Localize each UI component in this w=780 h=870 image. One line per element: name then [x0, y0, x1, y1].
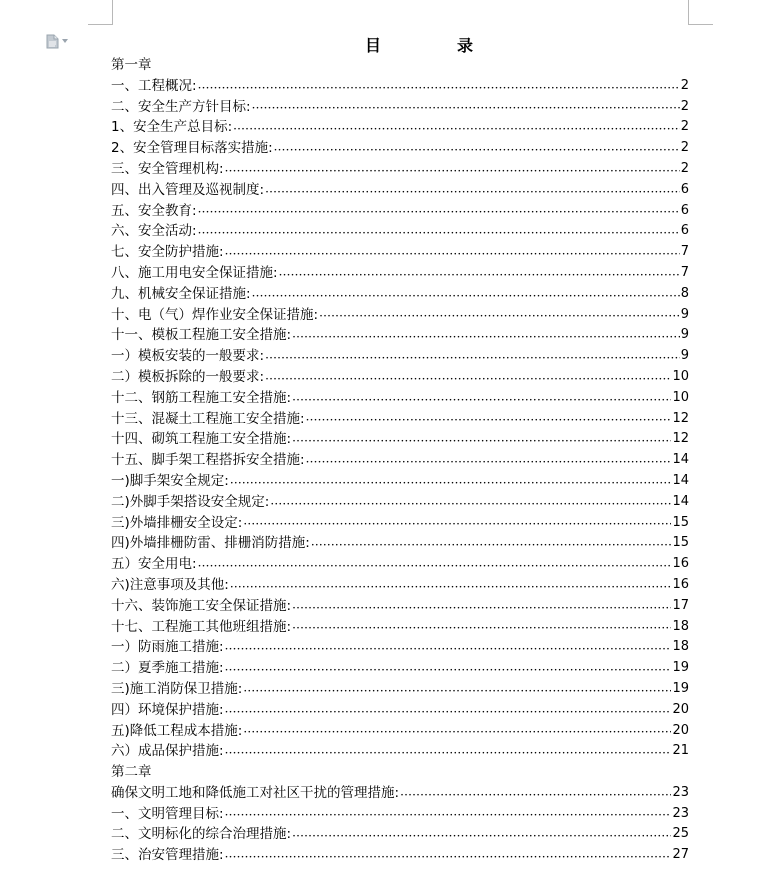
toc-entry[interactable] [111, 700, 689, 721]
toc-page-number: 16 [672, 576, 689, 592]
toc-entry-label: 三)施工消防保卫措施: [111, 680, 243, 697]
toc-entry[interactable] [111, 117, 689, 138]
toc-entry-label: 第二章 [111, 764, 152, 781]
toc-dot-leader [243, 513, 671, 534]
toc-dot-leader [243, 679, 671, 700]
toc-entry-label: 第一章 [111, 57, 152, 73]
toc-entry-label: 六、安全活动: [111, 223, 197, 240]
toc-entry[interactable] [111, 159, 689, 180]
toc-page-number: 2 [680, 98, 689, 114]
toc-entry-label: 一、工程概况: [111, 77, 197, 94]
toc-page-number: 2 [680, 160, 689, 176]
toc-entry[interactable] [111, 471, 689, 492]
toc-page-number: 6 [680, 202, 689, 218]
toc-page-number: 12 [672, 431, 689, 447]
toc-entry[interactable] [111, 679, 689, 700]
toc-entry-label: 一)脚手架安全规定: [111, 472, 229, 489]
toc-entry[interactable] [111, 346, 689, 367]
toc-page-number: 9 [680, 327, 689, 343]
toc-page-number: 27 [672, 847, 689, 863]
toc-entry[interactable] [111, 97, 689, 118]
toc-entry-label: 十五、脚手架工程搭拆安全措施: [111, 452, 305, 469]
toc-entry[interactable] [111, 513, 689, 534]
toc-entry-label: 2、安全管理目标落实措施: [111, 140, 273, 157]
toc-page-number: 7 [680, 264, 689, 280]
toc-entry-label: 三)外墙排栅安全设定: [111, 514, 243, 531]
toc-dot-leader [230, 471, 672, 492]
toc-entry-label: 七、安全防护措施: [111, 244, 224, 261]
toc-dot-leader [243, 721, 671, 742]
toc-entry[interactable] [111, 367, 689, 388]
toc-dot-leader [292, 388, 671, 409]
toc-page-number: 2 [680, 77, 689, 93]
toc-dot-leader [274, 138, 680, 159]
toc-chapter-heading [111, 762, 689, 783]
toc-entry[interactable] [111, 596, 689, 617]
toc-page-number: 20 [672, 701, 689, 717]
toc-dot-leader [252, 97, 680, 118]
toc-page-number: 23 [672, 784, 689, 800]
toc-dot-leader [265, 180, 680, 201]
toc-entry[interactable] [111, 824, 689, 845]
toc-dot-leader [198, 76, 680, 97]
toc-entry[interactable] [111, 575, 689, 596]
toc-page-number: 18 [672, 618, 689, 634]
toc-entry[interactable] [111, 76, 689, 97]
toc-entry-label: 三、安全管理机构: [111, 160, 224, 177]
toc-page-number: 6 [680, 223, 689, 239]
page-title: 目 录 [364, 36, 503, 55]
toc-entry-label: 二)外脚手架搭设安全规定: [111, 493, 270, 510]
toc-page-number: 23 [672, 805, 689, 821]
toc-entry[interactable] [111, 721, 689, 742]
toc-page-number: 18 [672, 639, 689, 655]
toc-page-number: 7 [680, 244, 689, 260]
toc-page-number: 25 [672, 826, 689, 842]
toc-dot-leader [252, 284, 680, 305]
toc-dot-leader [292, 325, 680, 346]
toc-dot-leader [265, 346, 680, 367]
toc-dot-leader [198, 221, 680, 242]
toc-dot-leader [225, 700, 672, 721]
toc-dot-leader [400, 783, 671, 804]
toc-entry-label: 五)降低工程成本措施: [111, 722, 243, 739]
toc-entry[interactable] [111, 492, 689, 513]
toc-dot-leader [225, 741, 672, 762]
toc-dot-leader [225, 658, 672, 679]
toc-page-number: 20 [672, 722, 689, 738]
toc-entry-label: 十、电（气）焊作业安全保证措施: [111, 306, 319, 323]
toc-entry[interactable] [111, 429, 689, 450]
toc-page-number: 9 [680, 348, 689, 364]
toc-page-number: 17 [672, 597, 689, 613]
toc-entry-label: 四、出入管理及巡视制度: [111, 181, 265, 198]
toc-page-number: 16 [672, 556, 689, 572]
toc-entry[interactable] [111, 804, 689, 825]
toc-entry-label: 十六、装饰施工安全保证措施: [111, 597, 292, 614]
toc-entry[interactable] [111, 658, 689, 679]
toc-entry[interactable] [111, 242, 689, 263]
toc-entry[interactable] [111, 138, 689, 159]
toc-dot-leader [230, 575, 672, 596]
toc-entry-label: 六)注意事项及其他: [111, 576, 229, 593]
toc-dot-leader [198, 201, 680, 222]
toc-dot-leader [225, 804, 672, 825]
toc-entry[interactable] [111, 637, 689, 658]
toc-page-number: 21 [672, 743, 689, 759]
table-of-contents [111, 55, 689, 866]
toc-page-number: 14 [672, 493, 689, 509]
toc-entry-label: 九、机械安全保证措施: [111, 285, 251, 302]
toc-dot-leader [233, 117, 680, 138]
toc-entry-label: 一）模板安装的一般要求: [111, 348, 265, 365]
toc-dot-leader [292, 617, 671, 638]
toc-page-number: 15 [672, 535, 689, 551]
toc-entry-label: 三、治安管理措施: [111, 847, 224, 864]
toc-entry-label: 五）安全用电: [111, 556, 197, 573]
toc-entry[interactable] [111, 284, 689, 305]
toc-entry-label: 四）环境保护措施: [111, 701, 224, 718]
toc-entry[interactable] [111, 845, 689, 866]
toc-entry-label: 六）成品保护措施: [111, 743, 224, 760]
toc-dot-leader [198, 554, 672, 575]
toc-page-number: 10 [672, 368, 689, 384]
toc-entry[interactable] [111, 554, 689, 575]
toc-dot-leader [319, 305, 680, 326]
toc-entry[interactable] [111, 263, 689, 284]
toc-entry[interactable] [111, 783, 689, 804]
toc-entry[interactable] [111, 741, 689, 762]
toc-entry-label: 十四、砌筑工程施工安全措施: [111, 431, 292, 448]
toc-dot-leader [265, 367, 671, 388]
toc-dot-leader [225, 845, 672, 866]
toc-dot-leader [225, 242, 680, 263]
toc-page-number: 10 [672, 389, 689, 405]
toc-entry[interactable] [111, 617, 689, 638]
toc-dot-leader [292, 429, 671, 450]
toc-entry-label: 1、安全生产总目标: [111, 119, 233, 136]
toc-entry-label: 十一、模板工程施工安全措施: [111, 327, 292, 344]
toc-entry[interactable] [111, 201, 689, 222]
toc-entry-label: 二、安全生产方针目标: [111, 98, 251, 115]
toc-dot-leader [306, 409, 672, 430]
toc-dot-leader [311, 533, 672, 554]
toc-entry[interactable] [111, 409, 689, 430]
crop-mark-top-left [88, 0, 113, 25]
toc-page-number: 2 [680, 140, 689, 156]
toc-entry-label: 二、文明标化的综合治理措施: [111, 826, 292, 843]
toc-entry-label: 一）防雨施工措施: [111, 639, 224, 656]
toc-entry[interactable] [111, 450, 689, 471]
toc-entry[interactable] [111, 305, 689, 326]
toc-page-number: 2 [680, 119, 689, 135]
toc-entry-label: 十三、混凝土工程施工安全措施: [111, 410, 305, 427]
toc-entry-label: 二）夏季施工措施: [111, 660, 224, 677]
toc-page-number: 8 [680, 285, 689, 301]
toc-dot-leader [292, 824, 671, 845]
toc-entry-label: 四)外墙排栅防雷、排栅消防措施: [111, 535, 310, 552]
toc-entry-label: 确保文明工地和降低施工对社区干扰的管理措施: [111, 784, 400, 801]
toc-dot-leader [292, 596, 671, 617]
crop-mark-top-right [688, 0, 713, 25]
toc-chapter-heading [111, 55, 689, 76]
toc-entry-label: 十二、钢筋工程施工安全措施: [111, 389, 292, 406]
toc-entry[interactable] [111, 325, 689, 346]
toc-page-number: 14 [672, 452, 689, 468]
toc-page-number: 14 [672, 472, 689, 488]
toc-entry[interactable] [111, 221, 689, 242]
toc-dot-leader [306, 450, 672, 471]
toc-page-number: 19 [672, 660, 689, 676]
toc-entry[interactable] [111, 180, 689, 201]
toc-entry[interactable] [111, 388, 689, 409]
toc-entry-label: 五、安全教育: [111, 202, 197, 219]
toc-page-number: 15 [672, 514, 689, 530]
toc-dot-leader [279, 263, 680, 284]
toc-dot-leader [225, 159, 680, 180]
toc-entry-label: 二）模板拆除的一般要求: [111, 368, 265, 385]
toc-page-number: 12 [672, 410, 689, 426]
toc-page-number: 6 [680, 181, 689, 197]
toc-entry-label: 十七、工程施工其他班组措施: [111, 618, 292, 635]
toc-entry-label: 一、文明管理目标: [111, 805, 224, 822]
toc-page-number: 19 [672, 680, 689, 696]
toc-page-number: 9 [680, 306, 689, 322]
toc-dot-leader [270, 492, 671, 513]
toc-entry-label: 八、施工用电安全保证措施: [111, 264, 278, 281]
toc-entry[interactable] [111, 533, 689, 554]
toc-dot-leader [225, 637, 672, 658]
